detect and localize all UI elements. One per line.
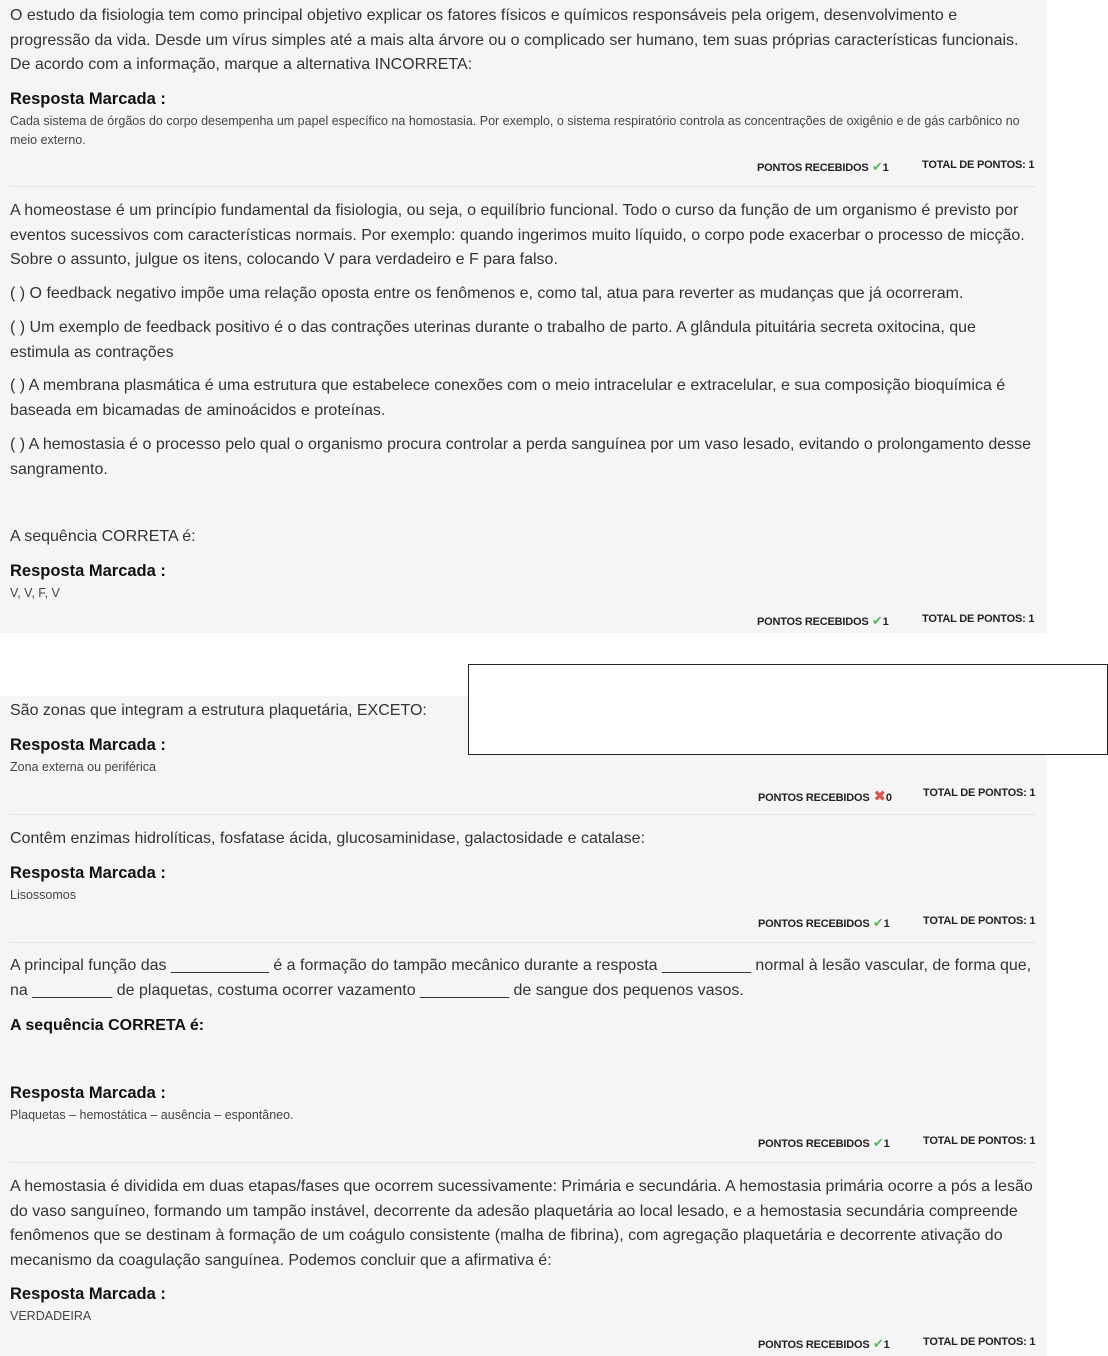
- answer-label: Resposta Marcada :: [10, 90, 166, 108]
- total-points: TOTAL DE PONTOS: 1: [923, 1135, 1036, 1147]
- marked-answer: Zona externa ou periférica: [10, 760, 156, 774]
- marked-answer: Cada sistema de órgãos do corpo desempenha um papel específico na homostasia. Por exemplo, o sistema respiratório controla as concentrações de oxigênio e de gás carbônico no meio externo.: [10, 114, 1020, 147]
- statement-item-1: [10, 282, 1035, 307]
- divider: [10, 942, 1036, 943]
- divider: [10, 1162, 1036, 1163]
- check-icon: ✔: [868, 613, 883, 628]
- statement-item-3: [10, 374, 1035, 423]
- question-text: Contêm enzimas hidrolíticas, fosfatase ácida, glucosaminidase, galactosidade e catalase:: [10, 830, 646, 847]
- points-received-label: PONTOS RECEBIDOS: [758, 918, 870, 930]
- points-received: [758, 915, 890, 931]
- points-received-label: PONTOS RECEBIDOS: [757, 162, 869, 174]
- points-value: 1: [882, 616, 889, 628]
- points-received: [758, 787, 892, 805]
- points-value: 1: [883, 918, 890, 930]
- overlay-box: [468, 664, 1108, 755]
- statement-text: ( ) A hemostasia é o processo pelo qual o organismo procura controlar a perda sanguínea por um vaso lesado, evitando o prolongamento desse sangramento.: [10, 436, 1032, 478]
- divider: [10, 814, 1036, 815]
- answer-label: Resposta Marcada :: [10, 1285, 166, 1303]
- statement-item-4: [10, 433, 1035, 482]
- points-received-label: PONTOS RECEBIDOS: [758, 1138, 870, 1150]
- points-received: [757, 613, 889, 629]
- question-text: A homeostase é um princípio fundamental da fisiologia, ou seja, o equilíbrio funcional. Todo o curso da função de um organismo é previsto por eventos sucessivos com características normais. Por exemplo: quando ingerimos muito líquido, o corpo pode exacerbar o processo de micção. Sobre o assunto, julgue os itens, colocando V para verdadeiro e F para falso.: [10, 202, 1025, 268]
- total-points: TOTAL DE PONTOS: 1: [923, 915, 1036, 927]
- quiz-panel-bottom: [0, 696, 1047, 1356]
- marked-answer: Lisossomos: [10, 888, 76, 902]
- total-points: TOTAL DE PONTOS: 1: [923, 787, 1036, 799]
- total-points: TOTAL DE PONTOS: 1: [922, 613, 1035, 625]
- question-prompt: [10, 1014, 1035, 1039]
- question-1-text: [10, 4, 1035, 78]
- divider: [10, 186, 1036, 187]
- marked-answer: Plaquetas – hemostática – ausência – espontâneo.: [10, 1108, 294, 1122]
- question-text: A principal função das ___________ é a formação do tampão mecânico durante a resposta __________ normal à lesão vascular, de forma que, na _________ de plaquetas, costuma ocorrer vazamento __________ de sangue dos pequenos vasos.: [10, 957, 1032, 999]
- question-5-text: [10, 954, 1035, 1003]
- question-4-text: [10, 827, 1035, 852]
- cross-icon: ✖: [869, 788, 886, 805]
- points-received-label: PONTOS RECEBIDOS: [758, 792, 870, 804]
- statement-text: ( ) Um exemplo de feedback positivo é o das contrações uterinas durante o trabalho de parto. A glândula pituitária secreta oxitocina, que estimula as contrações: [10, 319, 976, 361]
- statement-text: ( ) O feedback negativo impõe uma relação oposta entre os fenômenos e, como tal, atua para reverter as mudanças que já ocorreram.: [10, 285, 964, 302]
- points-value: 1: [883, 1138, 890, 1150]
- total-points: TOTAL DE PONTOS: 1: [922, 159, 1035, 171]
- question-text: O estudo da fisiologia tem como principal objetivo explicar os fatores físicos e químicos responsáveis pela origem, desenvolvimento e progressão da vida. Desde um vírus simples até a mais alta árvore ou o complicado ser humano, tem suas próprias características funcionais. De acordo com a informação, marque a alternativa INCORRETA:: [10, 7, 1019, 73]
- prompt-text: A sequência CORRETA é:: [10, 528, 196, 545]
- answer-label: Resposta Marcada :: [10, 562, 166, 580]
- answer-label: Resposta Marcada :: [10, 1084, 166, 1102]
- question-text: A hemostasia é dividida em duas etapas/fases que ocorrem sucessivamente: Primária e secundária. A hemostasia primária ocorre a pós a lesão do vaso sanguíneo, formando um tampão instável, decorrente da adesão plaquetária ao local lesado, e a hemostasia secundária compreende fenômenos que se destinam à formação de um coágulo consistente (malha de fibrina), com agregação plaquetária e decorrente ativação do mecanismo da coagulação sanguínea. Podemos concluir que a afirmativa é:: [10, 1178, 1033, 1269]
- question-6-text: [10, 1175, 1035, 1273]
- question-text: São zonas que integram a estrutura plaquetária, EXCETO:: [10, 702, 427, 719]
- total-points: TOTAL DE PONTOS: 1: [923, 1336, 1036, 1348]
- marked-answer: V, V, F, V: [10, 586, 60, 600]
- question-prompt: [10, 525, 1035, 550]
- statement-item-2: [10, 316, 1035, 365]
- marked-answer: VERDADEIRA: [10, 1309, 92, 1323]
- statement-text: ( ) A membrana plasmática é uma estrutura que estabelece conexões com o meio intracelular e extracelular, e sua composição bioquímica é baseada em bicamadas de aminoácidos e proteínas.: [10, 377, 1006, 419]
- check-icon: ✔: [869, 1135, 884, 1150]
- points-received-label: PONTOS RECEBIDOS: [758, 1339, 870, 1351]
- points-value: 0: [885, 792, 892, 804]
- answer-label: Resposta Marcada :: [10, 864, 166, 882]
- question-2-text: [10, 199, 1035, 273]
- check-icon: ✔: [868, 159, 883, 174]
- prompt-text: A sequência CORRETA é:: [10, 1017, 205, 1034]
- points-received: [758, 1135, 890, 1151]
- check-icon: ✔: [869, 1336, 884, 1351]
- points-value: 1: [882, 162, 889, 174]
- quiz-panel-top: [0, 0, 1047, 633]
- answer-label: Resposta Marcada :: [10, 736, 166, 754]
- points-received: [757, 159, 889, 175]
- points-received-label: PONTOS RECEBIDOS: [757, 616, 869, 628]
- check-icon: ✔: [869, 915, 884, 930]
- points-value: 1: [883, 1339, 890, 1351]
- points-received: [758, 1336, 890, 1352]
